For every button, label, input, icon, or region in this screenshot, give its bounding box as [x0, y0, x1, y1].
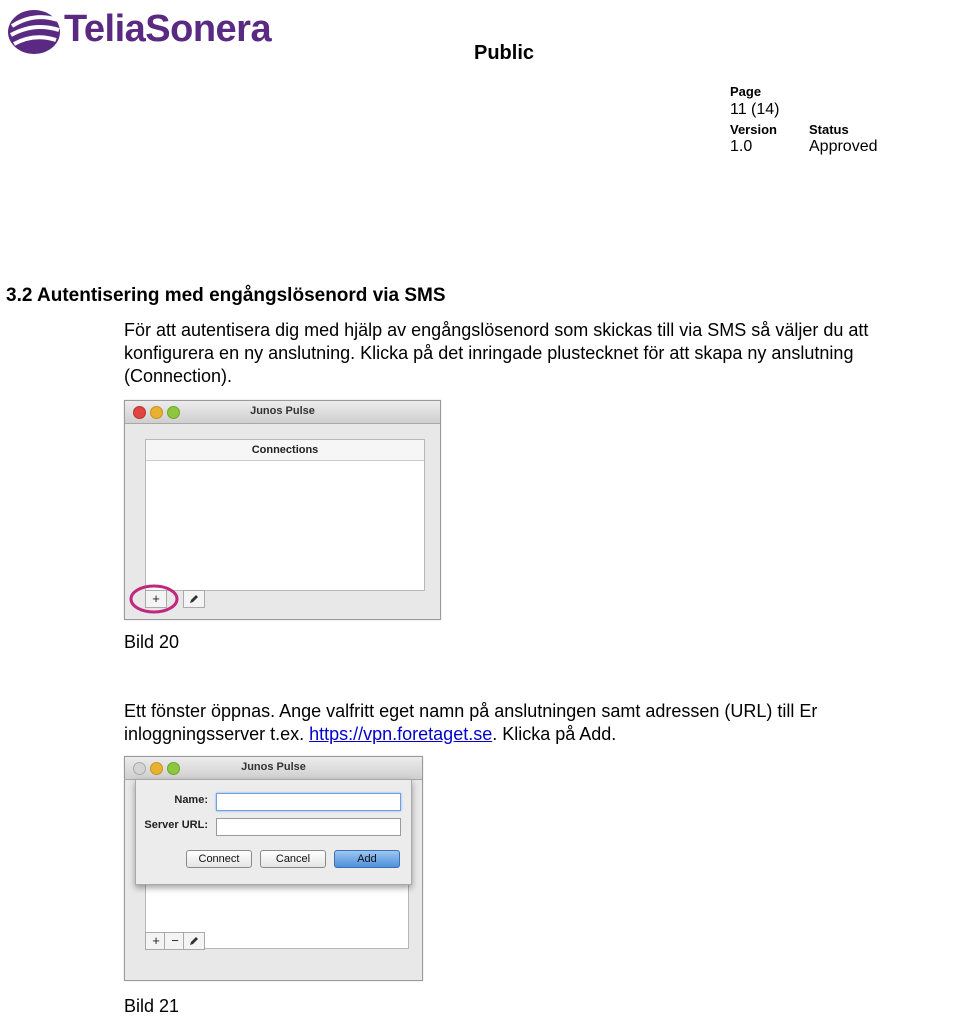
paragraph-1-line: (Connection). — [124, 366, 233, 386]
status-label: Status — [809, 122, 849, 137]
edit-connection-button[interactable] — [183, 932, 205, 950]
highlight-circle — [128, 582, 180, 616]
brand-name: TeliaSonera — [64, 8, 272, 50]
caption-bild-21: Bild 21 — [124, 996, 180, 1016]
paragraph-2-text: inloggningsserver t.ex. — [124, 724, 310, 744]
telia-sonera-logo-icon — [6, 4, 64, 60]
server-url-label: Server URL: — [144, 819, 208, 831]
connect-button[interactable]: Connect — [186, 850, 252, 868]
window-title: Junos Pulse — [250, 405, 315, 417]
version-label: Version — [730, 122, 777, 137]
server-url-link[interactable]: https://vpn.foretaget.se — [309, 724, 493, 744]
add-connection-button[interactable]: + — [145, 932, 167, 950]
status-value: Approved — [809, 138, 878, 155]
paragraph-1 — [124, 319, 944, 388]
pencil-icon — [188, 935, 200, 947]
connections-list-header: Connections — [146, 440, 424, 461]
screenshot-add-connection-window — [124, 756, 423, 981]
caption-bild-20: Bild 20 — [124, 632, 180, 652]
connections-list — [145, 439, 425, 591]
page-value: 11 (14) — [730, 101, 780, 118]
remove-connection-button[interactable]: − — [164, 932, 186, 950]
paragraph-2 — [124, 700, 944, 746]
cancel-button[interactable]: Cancel — [260, 850, 326, 868]
window-title: Junos Pulse — [241, 761, 306, 773]
add-connection-dialog — [135, 779, 412, 885]
add-connection-button[interactable]: + — [145, 590, 167, 608]
paragraph-2-line: Ett fönster öppnas. Ange valfritt eget namn på anslutningen samt adressen (URL) till Er — [124, 701, 818, 721]
paragraph-2-text: . Klicka på Add. — [492, 724, 617, 744]
screenshot-connections-window — [124, 400, 441, 620]
edit-connection-button[interactable] — [183, 590, 205, 608]
name-label: Name: — [174, 794, 208, 806]
window-titlebar — [125, 401, 440, 424]
version-value: 1.0 — [730, 138, 753, 155]
add-button[interactable]: Add — [334, 850, 400, 868]
page-label: Page — [730, 84, 762, 99]
paragraph-2-line — [124, 723, 944, 746]
paragraph-1-line: För att autentisera dig med hjälp av engångslösenord som skickas till via SMS så väljer du att — [124, 320, 869, 340]
paragraph-1-line: konfigurera en ny anslutning. Klicka på det inringade plustecknet för att skapa ny anslutning — [124, 343, 854, 363]
window-titlebar — [125, 757, 422, 780]
server-url-input[interactable] — [216, 818, 401, 836]
section-heading: 3.2 Autentisering med engångslösenord via SMS — [6, 285, 446, 306]
document-classification: Public — [474, 42, 535, 64]
pencil-icon — [188, 593, 200, 605]
name-input[interactable] — [216, 793, 401, 811]
